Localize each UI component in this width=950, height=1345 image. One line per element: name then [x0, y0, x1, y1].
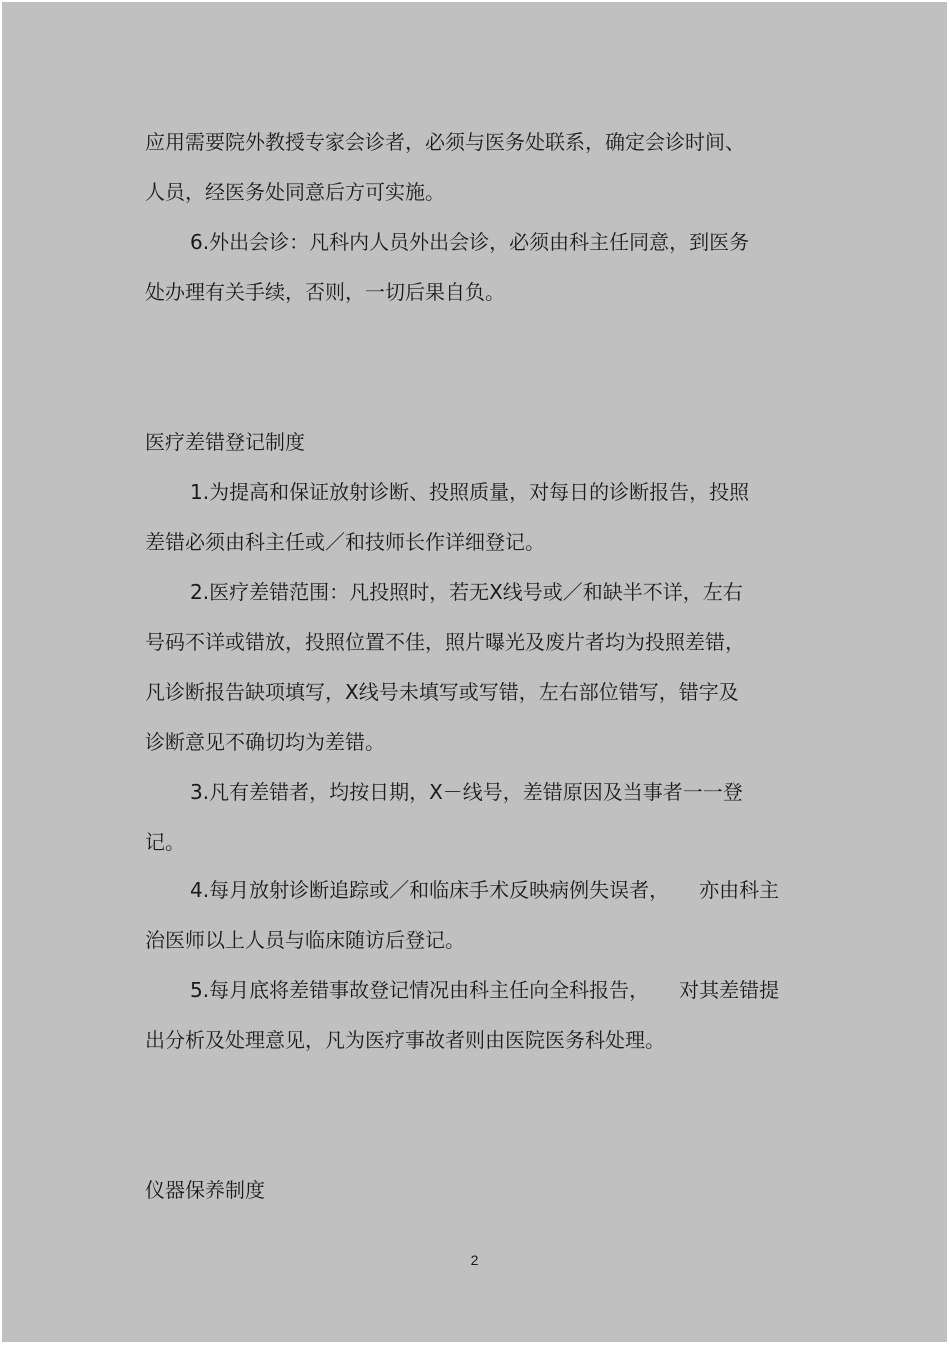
- paragraph-line: 人员，经医务处同意后方可实施。: [145, 180, 445, 204]
- paragraph-line: 6.外出会诊：凡科内人员外出会诊，必须由科主任同意，到医务: [190, 230, 750, 254]
- paragraph-line: 凡诊断报告缺项填写，X线号未填写或写错，左右部位错写，错字及: [145, 680, 739, 704]
- page-number: 2: [470, 1252, 479, 1268]
- paragraph-line: 记。: [145, 830, 185, 854]
- paragraph-line: 处办理有关手续，否则，一切后果自负。: [145, 280, 505, 304]
- document-page: [2, 2, 947, 1342]
- paragraph-line: 出分析及处理意见，凡为医疗事故者则由医院医务科处理。: [145, 1028, 665, 1052]
- paragraph-line: 号码不详或错放，投照位置不佳，照片曝光及废片者均为投照差错，: [145, 630, 745, 654]
- paragraph-line: 1.为提高和保证放射诊断、投照质量，对每日的诊断报告，投照: [190, 480, 750, 504]
- paragraph-line: 4.每月放射诊断追踪或／和临床手术反映病例失误者， 亦由科主: [190, 878, 780, 902]
- paragraph-line: 治医师以上人员与临床随访后登记。: [145, 928, 465, 952]
- paragraph-line: 3.凡有差错者，均按日期，X－线号，差错原因及当事者一一登: [190, 780, 743, 804]
- paragraph-line: 2.医疗差错范围：凡投照时，若无X线号或／和缺半不详，左右: [190, 580, 743, 604]
- paragraph-line: 诊断意见不确切均为差错。: [145, 730, 385, 754]
- paragraph-line: 5.每月底将差错事故登记情况由科主任向全科报告， 对其差错提: [190, 978, 780, 1002]
- paragraph-line: 差错必须由科主任或／和技师长作详细登记。: [145, 530, 545, 554]
- section-heading: 仪器保养制度: [145, 1178, 265, 1202]
- section-heading: 医疗差错登记制度: [145, 430, 305, 454]
- paragraph-line: 应用需要院外教授专家会诊者，必须与医务处联系，确定会诊时间、: [145, 130, 745, 154]
